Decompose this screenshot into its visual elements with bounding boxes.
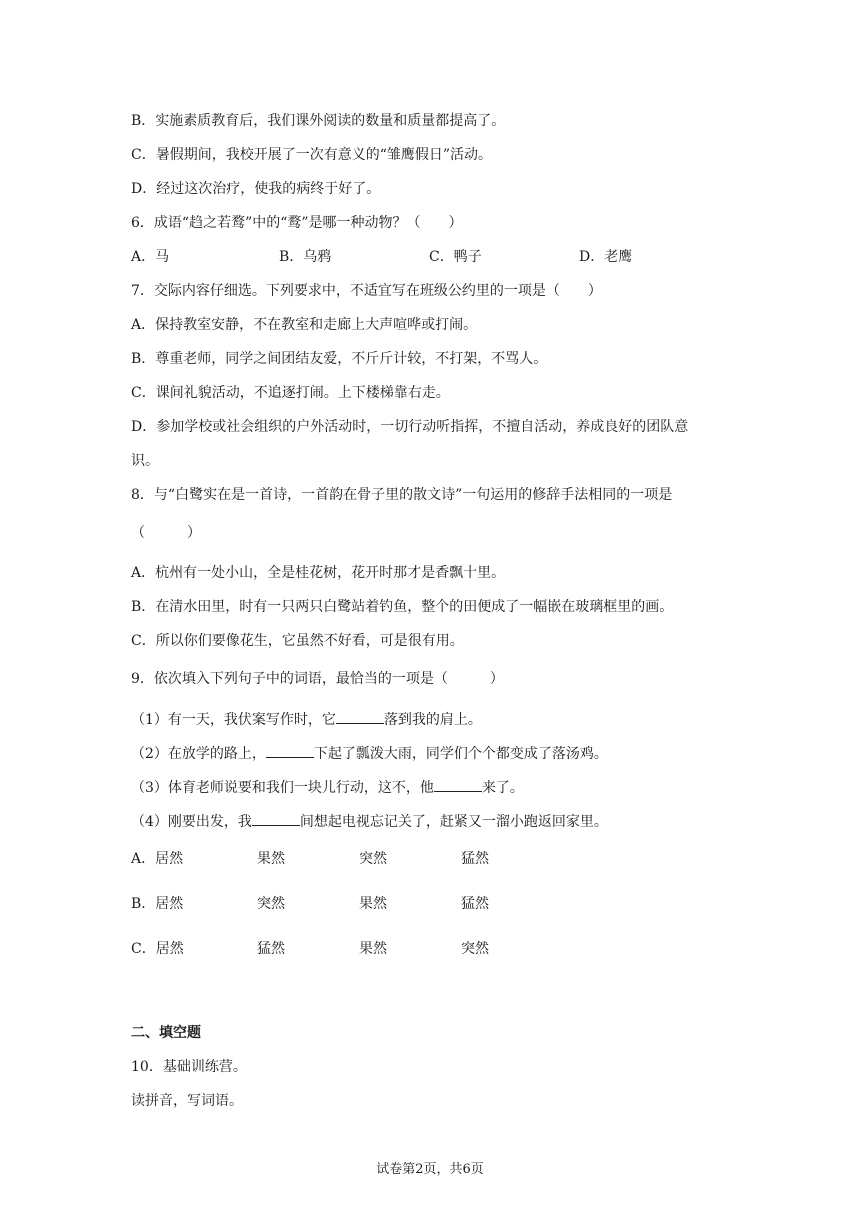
q6-option-b: B．乌鸦 bbox=[279, 249, 332, 265]
q9-stem: 9．依次填入下列句子中的词语，最恰当的一项是（ ） bbox=[131, 671, 504, 687]
q7-option-b: B．尊重老师，同学之间团结友爱，不斤斤计较，不打架，不骂人。 bbox=[131, 351, 548, 367]
q9-sentence-4 bbox=[131, 811, 608, 832]
fill-blank[interactable] bbox=[252, 811, 300, 826]
q8-answer-bracket: （ ） bbox=[131, 525, 201, 541]
q9-option-b-word-4: 猛然 bbox=[461, 896, 489, 912]
q8-stem: 8．与“白鹭实在是一首诗，一首韵在骨子里的散文诗”一句运用的修辞手法相同的一项是 bbox=[131, 487, 673, 503]
q9-sentence-1-part-a: （1）有一天，我伏案写作时，它 bbox=[131, 712, 336, 728]
q9-option-b-word-1: B．居然 bbox=[131, 896, 184, 912]
q5-option-c: C．暑假期间，我校开展了一次有意义的“雏鹰假日”活动。 bbox=[131, 147, 493, 163]
q6-stem: 6．成语“趋之若鹜”中的“鹜”是哪一种动物？（ ） bbox=[131, 215, 463, 231]
q6-option-c: C．鸭子 bbox=[429, 249, 482, 265]
q7-option-c: C．课间礼貌活动，不追逐打闹。上下楼梯靠右走。 bbox=[131, 385, 450, 401]
q9-option-c-word-2: 猛然 bbox=[257, 941, 285, 957]
q9-option-a-word-2: 果然 bbox=[257, 851, 285, 867]
q9-sentence-1 bbox=[131, 709, 482, 730]
section-heading: 二、填空题 bbox=[131, 1025, 201, 1041]
q9-sentence-3-part-a: （3）体育老师说要和我们一块儿行动，这不，他 bbox=[131, 780, 434, 796]
q9-option-b-word-3: 果然 bbox=[359, 896, 387, 912]
q6-option-a: A．马 bbox=[131, 249, 170, 265]
q9-option-a-word-1: A．居然 bbox=[131, 851, 184, 867]
q7-stem: 7．交际内容仔细选。下列要求中，不适宜写在班级公约里的一项是（ ） bbox=[131, 283, 602, 299]
q9-option-c-word-1: C．居然 bbox=[131, 941, 184, 957]
fill-blank[interactable] bbox=[266, 743, 314, 758]
fill-blank[interactable] bbox=[336, 709, 384, 724]
q6-option-d: D．老鹰 bbox=[579, 249, 633, 265]
page-footer: 试卷第2页，共6页 bbox=[376, 1162, 484, 1177]
q5-option-d: D．经过这次治疗，使我的病终于好了。 bbox=[131, 181, 381, 197]
q8-option-c: C．所以你们要像花生，它虽然不好看，可是很有用。 bbox=[131, 633, 464, 649]
q9-option-a-word-4: 猛然 bbox=[461, 851, 489, 867]
q9-option-c-word-4: 突然 bbox=[461, 941, 489, 957]
q7-option-d-line2: 识。 bbox=[131, 453, 159, 469]
q8-option-a: A．杭州有一处小山，全是桂花树，花开时那才是香飘十里。 bbox=[131, 565, 506, 581]
q9-sentence-3-part-b: 来了。 bbox=[481, 780, 524, 796]
q9-option-c-word-3: 果然 bbox=[359, 941, 387, 957]
q9-option-a-word-3: 突然 bbox=[359, 851, 387, 867]
q7-option-a: A．保持教室安静，不在教室和走廊上大声喧哗或打闹。 bbox=[131, 317, 478, 333]
q7-option-d-line1: D．参加学校或社会组织的户外活动时，一切行动听指挥，不擅自活动，养成良好的团队意 bbox=[131, 419, 689, 435]
fill-blank[interactable] bbox=[434, 777, 482, 792]
q9-sentence-2-part-b: 下起了瓢泼大雨，同学们个个都变成了落汤鸡。 bbox=[313, 746, 608, 762]
q9-sentence-2 bbox=[131, 743, 608, 764]
q8-option-b: B．在清水田里，时有一只两只白鹭站着钓鱼，整个的田便成了一幅嵌在玻璃框里的画。 bbox=[131, 599, 674, 615]
q9-sentence-4-part-b: 间想起电视忘记关了，赶紧又一溜小跑返回家里。 bbox=[299, 814, 608, 830]
q10-stem: 10．基础训练营。 bbox=[131, 1059, 247, 1075]
q10-instruction: 读拼音，写词语。 bbox=[131, 1093, 243, 1109]
q9-sentence-4-part-a: （4）刚要出发，我 bbox=[131, 814, 252, 830]
q9-sentence-2-part-a: （2）在放学的路上， bbox=[131, 746, 266, 762]
q5-option-b: B．实施素质教育后，我们课外阅读的数量和质量都提高了。 bbox=[131, 113, 506, 129]
q9-sentence-1-part-b: 落到我的肩上。 bbox=[383, 712, 482, 728]
q9-sentence-3 bbox=[131, 777, 524, 798]
q9-option-b-word-2: 突然 bbox=[257, 896, 285, 912]
